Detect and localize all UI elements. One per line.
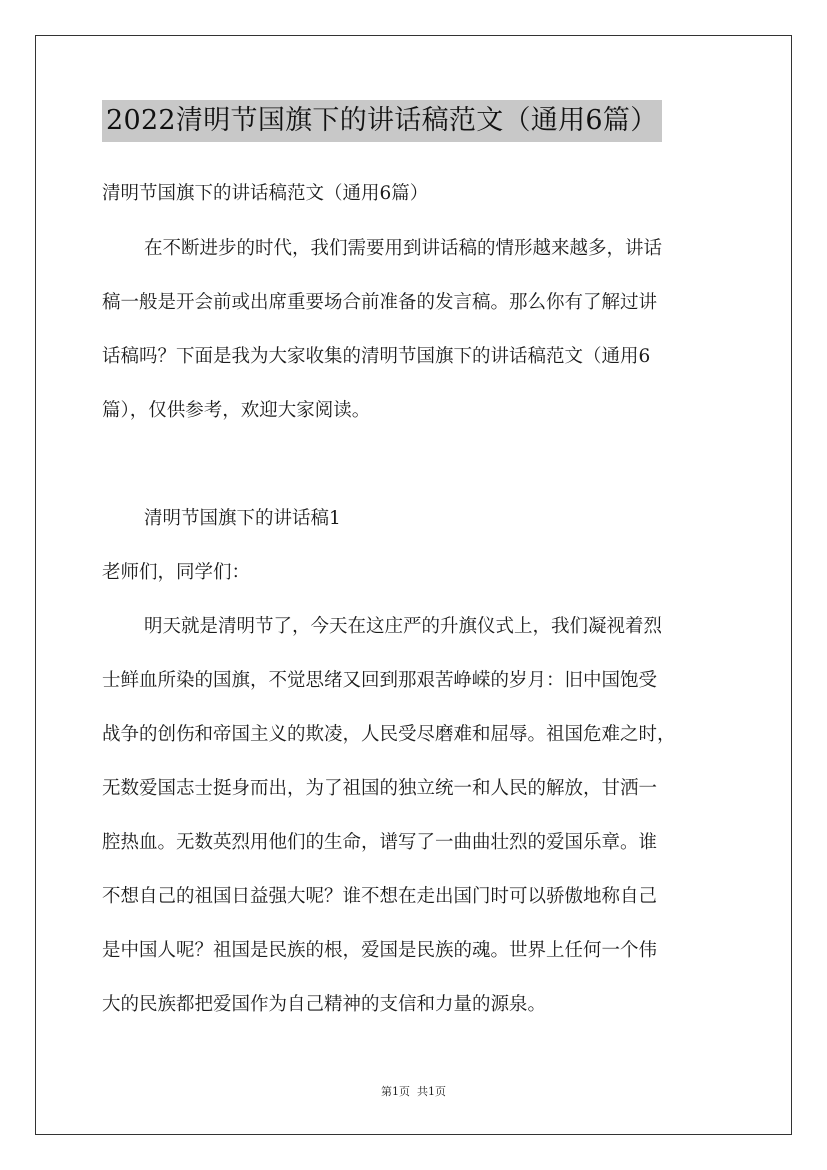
document-subtitle: 清明节国旗下的讲话稿范文（通用6篇）: [102, 183, 429, 204]
intro-line: 篇），仅供参考，欢迎大家阅读。: [102, 400, 371, 421]
body-line: 明天就是清明节了，今天在这庄严的升旗仪式上，我们凝视着烈: [144, 616, 663, 637]
body-line: 战争的创伤和帝国主义的欺凌，人民受尽磨难和屈辱。祖国危难之时，: [102, 724, 676, 745]
page-number: 第1页 共1页: [381, 1085, 446, 1098]
body-line: 不想自己的祖国日益强大呢？谁不想在走出国门时可以骄傲地称自己: [102, 886, 658, 907]
salutation: 老师们，同学们：: [102, 562, 251, 583]
body-line: 是中国人呢？祖国是民族的根，爱国是民族的魂。世界上任何一个伟: [102, 940, 658, 961]
intro-line: 稿一般是开会前或出席重要场合前准备的发言稿。那么你有了解过讲: [102, 292, 658, 313]
section-heading: 清明节国旗下的讲话稿1: [144, 508, 341, 529]
intro-line: 在不断进步的时代，我们需要用到讲话稿的情形越来越多，讲话: [144, 238, 663, 259]
document-title: 2022清明节国旗下的讲话稿范文（通用6篇）: [102, 100, 662, 142]
body-line: 腔热血。无数英烈用他们的生命，谱写了一曲曲壮烈的爱国乐章。谁: [102, 832, 658, 853]
body-line: 无数爱国志士挺身而出，为了祖国的独立统一和人民的解放，甘洒一: [102, 778, 658, 799]
body-line: 大的民族都把爱国作为自己精神的支信和力量的源泉。: [102, 994, 547, 1015]
intro-line: 话稿吗？下面是我为大家收集的清明节国旗下的讲话稿范文（通用6: [102, 346, 651, 367]
body-line: 士鲜血所染的国旗，不觉思绪又回到那艰苦峥嵘的岁月：旧中国饱受: [102, 670, 658, 691]
